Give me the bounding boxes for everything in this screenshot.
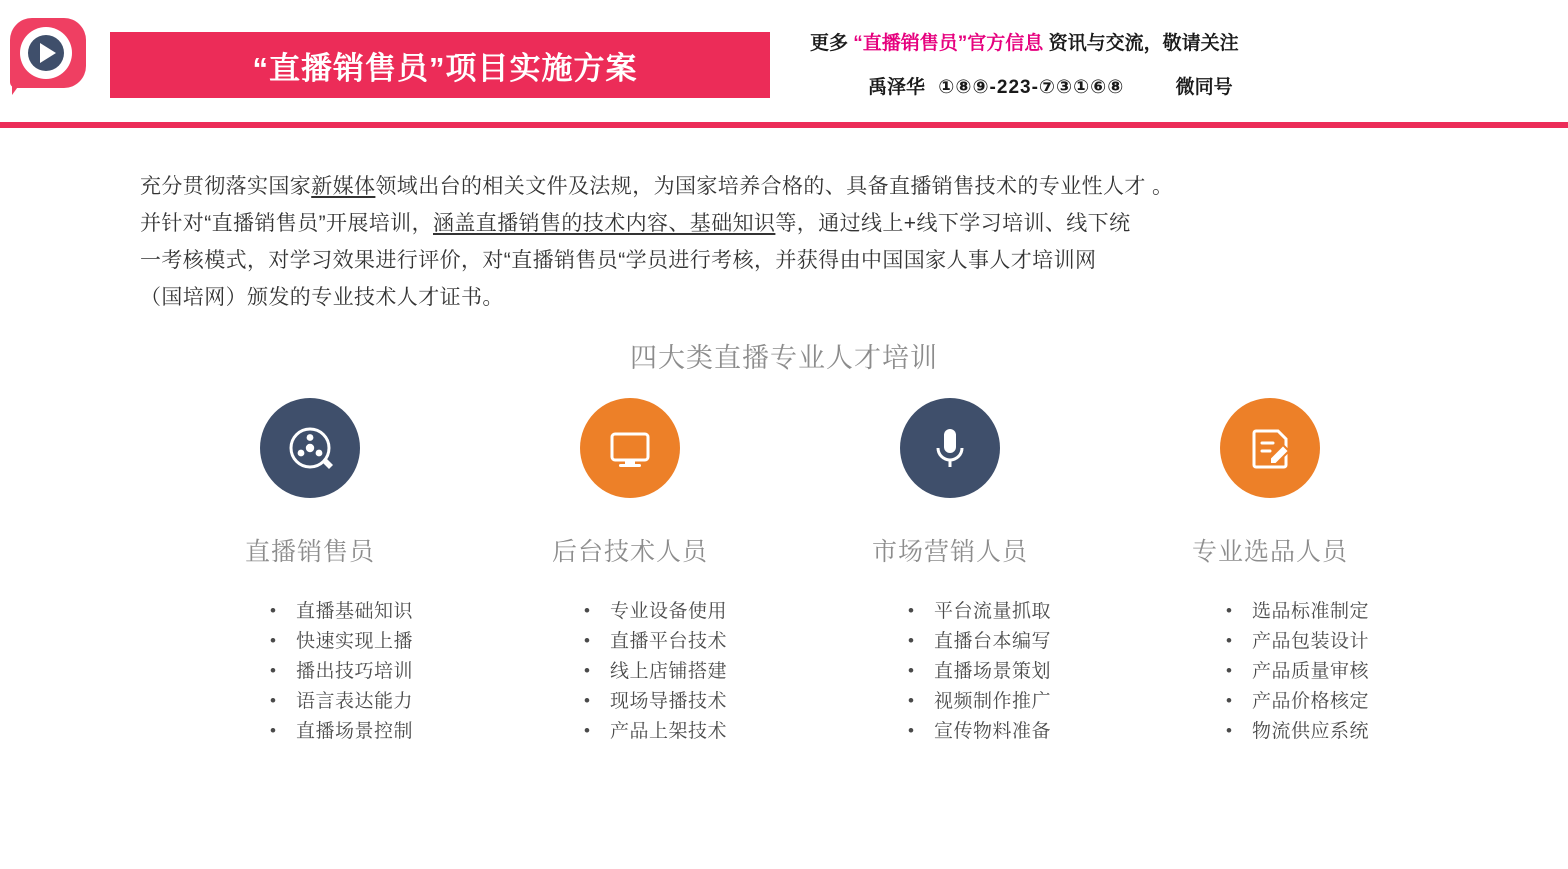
- category-title: 直播销售员: [244, 538, 375, 566]
- page-header: [0, 0, 1568, 128]
- contact-block: [810, 28, 1450, 104]
- contact-notice-highlight: “直播销售员”官方信息: [853, 33, 1044, 54]
- list-item: • 直播基础知识: [150, 597, 470, 627]
- list-item: • 宣传物料准备: [790, 717, 1110, 747]
- contact-wechat-label: 微同号: [1175, 77, 1233, 98]
- list-item: • 产品上架技术: [470, 717, 790, 747]
- category-column-product-selection: [1110, 398, 1430, 747]
- intro-line2-underline: 涵盖直播销售的技术内容、基础知识: [433, 212, 776, 235]
- list-item: • 语言表达能力: [150, 687, 470, 717]
- contact-details: [868, 72, 1450, 104]
- intro-line1-part1: 充分贯彻落实国家: [140, 175, 312, 198]
- header-divider: [0, 122, 1568, 128]
- intro-line1-part2: 领域出台的相关文件及法规，为国家培养合格的、具备直播销售技术的专业性人才 。: [375, 175, 1174, 198]
- category-title: 专业选品人员: [1191, 538, 1348, 566]
- list-item: • 直播场景控制: [150, 717, 470, 747]
- category-item-list: [1110, 597, 1430, 747]
- contact-person-name: 禹泽华: [868, 77, 926, 98]
- list-item: • 平台流量抓取: [790, 597, 1110, 627]
- intro-paragraph: [140, 168, 1420, 316]
- intro-line1-underline: 新媒体: [311, 175, 376, 198]
- list-item: • 产品价格核定: [1110, 687, 1430, 717]
- list-item: • 选品标准制定: [1110, 597, 1430, 627]
- training-categories: [150, 398, 1430, 747]
- page-title: “直播销售员”项目实施方案: [252, 50, 638, 86]
- live-stream-logo: [10, 18, 92, 100]
- microphone-icon: [900, 398, 1000, 498]
- category-column-backend-tech: [470, 398, 790, 747]
- page-title-banner: [110, 32, 770, 98]
- list-item: • 视频制作推广: [790, 687, 1110, 717]
- category-column-marketing: [790, 398, 1110, 747]
- contact-phone-number: ①⑧⑨-223-⑦③①⑥⑧: [938, 77, 1125, 98]
- list-item: • 线上店铺搭建: [470, 657, 790, 687]
- list-item: • 现场导播技术: [470, 687, 790, 717]
- section-title: 四大类直播专业人才培训: [630, 343, 938, 373]
- contact-notice-suffix: 资讯与交流，敬请关注: [1048, 33, 1239, 54]
- contact-notice: [810, 28, 1450, 60]
- list-item: • 产品质量审核: [1110, 657, 1430, 687]
- list-item: • 快速实现上播: [150, 627, 470, 657]
- category-column-live-sales: [150, 398, 470, 747]
- intro-line4: （国培网）颁发的专业技术人才证书。: [140, 286, 504, 309]
- clipboard-edit-icon: [1220, 398, 1320, 498]
- list-item: • 直播场景策划: [790, 657, 1110, 687]
- list-item: • 产品包装设计: [1110, 627, 1430, 657]
- film-reel-icon: [260, 398, 360, 498]
- intro-line2-part1: 并针对“直播销售员”开展培训，: [140, 212, 433, 235]
- list-item: • 直播平台技术: [470, 627, 790, 657]
- play-icon: [40, 43, 56, 63]
- category-item-list: [790, 597, 1110, 747]
- category-title: 市场营销人员: [871, 538, 1028, 566]
- category-title: 后台技术人员: [551, 538, 708, 566]
- category-item-list: [470, 597, 790, 747]
- list-item: • 专业设备使用: [470, 597, 790, 627]
- category-item-list: [150, 597, 470, 747]
- intro-line3: 一考核模式，对学习效果进行评价，对“直播销售员“学员进行考核，并获得由中国国家人事人才培训网: [140, 249, 1097, 272]
- list-item: • 物流供应系统: [1110, 717, 1430, 747]
- list-item: • 播出技巧培训: [150, 657, 470, 687]
- contact-notice-prefix: 更多: [810, 33, 849, 54]
- list-item: • 直播台本编写: [790, 627, 1110, 657]
- monitor-icon: [580, 398, 680, 498]
- intro-line2-part2: 等，通过线上+线下学习培训、线下统: [775, 212, 1131, 235]
